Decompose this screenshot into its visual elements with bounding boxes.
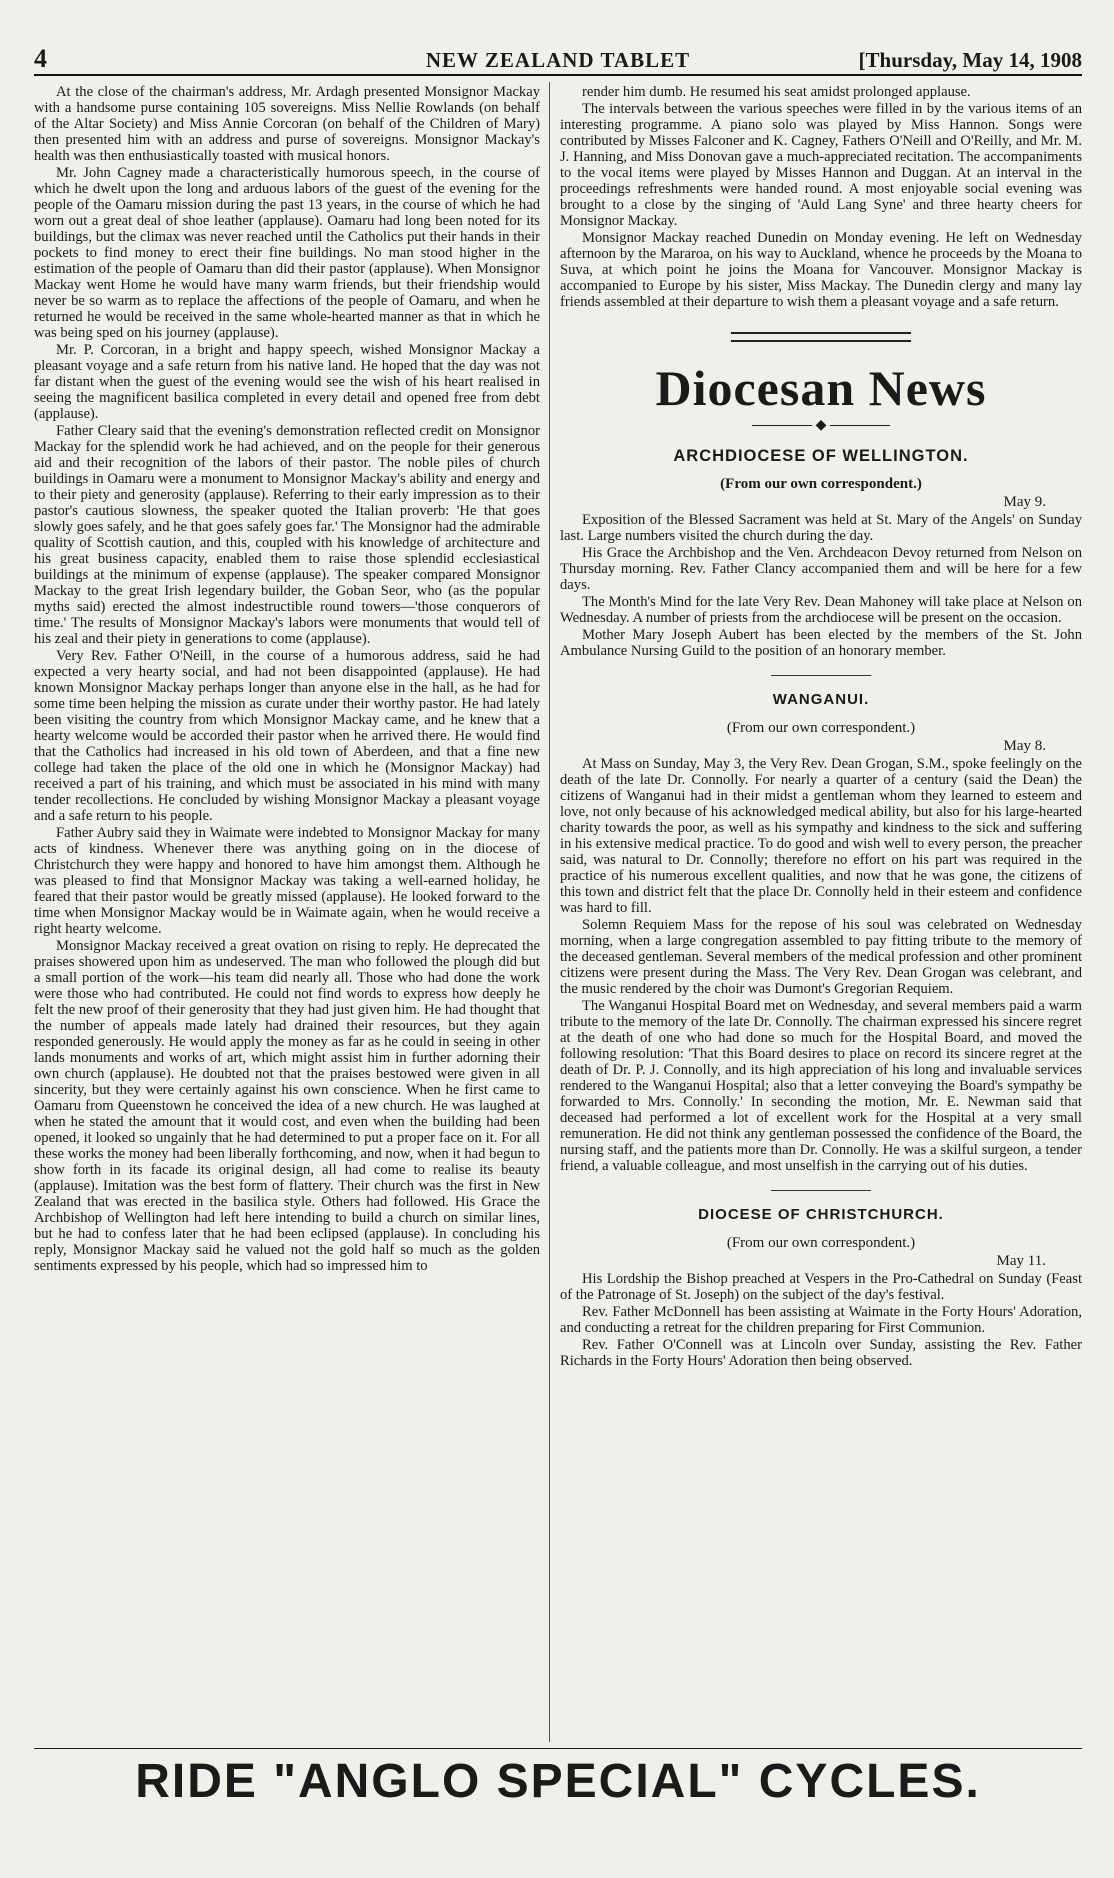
diocesan-news-masthead: Diocesan News <box>655 360 987 416</box>
article-paragraph: The intervals between the various speeches were filled in by the various items of an interesting programme. A piano solo was played by Miss Hannon. Songs were contributed by Misses Falconer and K. Cagney, Fathers O'Neill and O'Reilly, and Mr. M. J. Hanning, and Miss Donovan gave a much-appreciated recitation. The accompaniments to the vocal items were played by Misses Hannon and Duggan. At an interval in the proceedings refreshments were handed round. A most enjoyable social evening was brought to a close by the singing of 'Auld Lang Syne' and three hearty cheers for Monsignor Mackay. <box>560 101 1082 229</box>
article-paragraph: His Grace the Archbishop and the Ven. Archdeacon Devoy returned from Nelson on Thursday morning. Rev. Father Clancy accompanied them and will be here for a few days. <box>560 545 1082 593</box>
article-paragraph: Exposition of the Blessed Sacrament was held at St. Mary of the Angels' on Sunday last. Large numbers visited the church during the day. <box>560 512 1082 544</box>
section-diocese-christchurch <box>560 1207 1082 1369</box>
section-heading: ARCHDIOCESE OF WELLINGTON. <box>673 447 969 465</box>
section-wanganui <box>560 692 1082 1174</box>
right-column <box>560 84 1082 1744</box>
article-paragraph: Mr. John Cagney made a characteristically humorous speech, in the course of which he dwelt upon the long and arduous labors of the guest of the evening for the people of the Oamaru mission during the past 13 years, in the course of which he had worn out a great deal of shoe leather (applause). Oamaru had long been noted for its buildings, but the climax was never reached until the Catholics put their hands in their pockets to find money to erect their fine buildings. No man stood higher in the estimation of the people of Oamaru than did their pastor (applause). When Monsignor Mackay went Home he would have many warm friends, but their friendship would never be so warm as to replace the affections of the people of Oamaru, and when he returned he would be received in the same whole-hearted manner as that in which he was being sped on his journey (applause). <box>34 165 540 341</box>
correspondent-line: (From our own correspondent.) <box>720 476 922 492</box>
page-header <box>34 38 1082 76</box>
dateline: May 9. <box>1003 494 1046 510</box>
article-paragraph: Mother Mary Joseph Aubert has been elected by the members of the St. John Ambulance Nursing Guild to the position of an honorary member. <box>560 627 1082 659</box>
issue-date: [Thursday, May 14, 1908 <box>858 48 1082 72</box>
publication-title: NEW ZEALAND TABLET <box>425 48 691 72</box>
article-paragraph: Rev. Father McDonnell has been assisting at Waimate in the Forty Hours' Adoration, and conducting a retreat for the children preparing for First Communion. <box>560 1304 1082 1336</box>
footer-rule <box>34 1748 1082 1749</box>
section-heading: DIOCESE OF CHRISTCHURCH. <box>698 1206 944 1223</box>
dateline: May 11. <box>996 1253 1046 1269</box>
article-paragraph: At Mass on Sunday, May 3, the Very Rev. Dean Grogan, S.M., spoke feelingly on the death of the late Dr. Connolly. For nearly a quarter of a century (said the Dean) the citizens of Wanganui had in their midst a gentleman whom they learned to esteem and love, not only because of his acknowledged medical ability, but also for his large-hearted charity towards the poor, as well as his sympathy and kindness to the sick and suffering in his extensive medical practice. To do good and wish well to every person, the preacher said, was natural to Dr. Connolly; therefore no effort on his part was required in the practice of his numerous excellent qualities, and now that he was gone, the citizens of this town and district felt that the place Dr. Connolly held in their esteem and confidence was hard to fill. <box>560 756 1082 916</box>
ornament-rule-right <box>830 425 890 426</box>
article-paragraph: Monsignor Mackay received a great ovation on rising to reply. He deprecated the praises showered upon him as undeserved. The man who followed the plough did but a small portion of the work—his team did nearly all. Those who had done the work were those who had contributed. He could not find words to express how deeply he felt the new proof of their generosity that they had just given him. He had thought that the number of appeals made lately had drained their resources, but they again responded generously. He would apply the money as far as he could in seeing in other lands monuments and works of art, which might assist him in further adorning their own church (applause). He doubted not that the praises bestowed were given in all sincerity, but they were certainly against his own conscience. When he first came to Oamaru from Queenstown he conceived the idea of a new church. He was laughed at when he stated the amount that it would cost, and even when the building had been opened, it looked so ungainly that he had determined to put a proper face on it. For all these works the money had been liberally forthcoming, and now, when it had begun to show forth in its facade its original design, all had come to realise its beauty (applause). Imitation was the best form of flattery. Their church was the first in New Zealand that was erected in the basilica style. Others had followed. His Grace the Archbishop of Wellington had left here intending to build a church on similar lines, but he had to confess later that he had been eclipsed (applause). In concluding his reply, Monsignor Mackay said he valued not the gold half so much as the golden sentiments expressed by his people, which had so impressed him to <box>34 938 540 1274</box>
article-paragraph: Father Cleary said that the evening's demonstration reflected credit on Monsignor Mackay for the splendid work he had achieved, and on the people for their generous aid and their recognition of the labors of their pastor. The noble piles of church buildings in Oamaru were a monument to Monsignor Mackay's ability and energy and to their piety and generosity (applause). Referring to their early impression as to their pastor's cautious slowness, the speaker quoted the Italian proverb: 'He that goes slowly goes safely, and he that goes safely goes far.' The Monsignor had the admirable quality of Scottish caution, and this, coupled with his knowledge of architecture and his great business capacity, enabled them to raise those splendid ecclesiastical buildings at the minimum of expense (applause). The speaker compared Monsignor Mackay to the great Irish legendary builder, the Goban Seor, who (as the popular myths said) erected the almost indestructible round towers—'those conquerors of time.' The results of Monsignor Mackay's labors were monuments that would tell of his zeal and their piety in generations to come (applause). <box>34 423 540 647</box>
article-paragraph: At the close of the chairman's address, Mr. Ardagh presented Monsignor Mackay with a handsome purse containing 105 sovereigns. Miss Nellie Rowlands (on behalf of the Altar Society) and Miss Annie Corcoran (on behalf of the Children of Mary) then presented him with an address and purse of sovereigns. Monsignor Mackay's health was then enthusiastically toasted with musical honors. <box>34 84 540 164</box>
section-rule <box>771 675 871 676</box>
dateline: May 8. <box>1003 738 1046 754</box>
article-paragraph: Solemn Requiem Mass for the repose of his soul was celebrated on Wednesday morning, when a large congregation assembled to pay fitting tribute to the memory of the deceased gentleman. Several members of the medical profession and other prominent citizens were present during the Mass. The Very Rev. Dean Grogan was celebrant, and the music rendered by the choir was Dumont's Gregorian Requiem. <box>560 917 1082 997</box>
article-paragraph: Father Aubry said they in Waimate were indebted to Monsignor Mackay for many acts of kindness. Whenever there was anything going on in the diocese of Christchurch they were happy and honored to have him amongst them. Although he was pleased to find that Monsignor Mackay was taking a well-earned holiday, he feared that their pastor would be greatly missed (applause). He looked forward to the time when Monsignor Mackay would be in Waimate again, when he would receive a right hearty welcome. <box>34 825 540 937</box>
ornament-divider <box>560 418 1082 434</box>
correspondent-line: (From our own correspondent.) <box>726 720 916 736</box>
left-column <box>34 84 540 1744</box>
section-archdiocese-wellington <box>560 448 1082 659</box>
article-paragraph: Rev. Father O'Connell was at Lincoln over Sunday, assisting the Rev. Father Richards in the Forty Hours' Adoration then being observed. <box>560 1337 1082 1369</box>
article-paragraph: His Lordship the Bishop preached at Vespers in the Pro-Cathedral on Sunday (Feast of the Patronage of St. Joseph) on the subject of the day's festival. <box>560 1271 1082 1303</box>
article-paragraph: The Wanganui Hospital Board met on Wednesday, and several members paid a warm tribute to the memory of the late Dr. Connolly. The chairman expressed his sincere regret at the death of one who had done so much for the Hospital Board, and moved the following resolution: 'That this Board desires to place on record its sincere regret at the death of Dr. P. J. Connolly, and its high appreciation of his long and invaluable services rendered to the Wanganui Hospital; also that a letter conveying the Board's sympathy be forwarded to Mrs. Connolly.' In seconding the motion, Mr. E. Newman said that deceased had performed a lot of excellent work for the Hospital at a very small remuneration. He did not think any gentleman possessed the confidence of the Board, the nursing staff, and the patients more than Dr. Connolly. He was a skilful surgeon, a tender friend, a valuable colleague, and most unselfish in the carrying out of his duties. <box>560 998 1082 1174</box>
column-divider <box>549 82 550 1742</box>
article-paragraph: Very Rev. Father O'Neill, in the course of a humorous address, said he had expected a very hearty social, and had not been disappointed (applause). He had known Monsignor Mackay perhaps longer than anyone else in the hall, as he had for some time been helping the mission as curate under their worthy pastor. He had lately been visiting the country from which Monsignor Mackay came, and he knew that a hearty welcome would be accorded their pastor when he arrived there. He would find that the Catholics had increased in his old town of Aberdeen, and that a fine new college had taken the place of the old one in which he (Monsignor Mackay) had received a part of his training, and which must be associated in his mind with many tender recollections. He concluded by wishing Monsignor Mackay a pleasant voyage and a safe return to his people. <box>34 648 540 824</box>
ornament-rule-left <box>752 425 812 426</box>
article-paragraph: Monsignor Mackay reached Dunedin on Monday evening. He left on Wednesday afternoon by the Mararoa, on his way to Auckland, whence he proceeds by the Moana to Suva, at which point he joins the Moana for Vancouver. Monsignor Mackay is accompanied to Europe by his sister, Miss Mackay. The Dunedin clergy and many lay friends assembled at their departure to wish them a pleasant voyage and a safe return. <box>560 230 1082 310</box>
section-heading: WANGANUI. <box>772 691 870 708</box>
page-number: 4 <box>34 44 47 73</box>
article-paragraph: render him dumb. He resumed his seat amidst prolonged applause. <box>582 84 971 100</box>
article-paragraph: The Month's Mind for the late Very Rev. Dean Mahoney will take place at Nelson on Wednesday. A number of priests from the archdiocese will be present on the occasion. <box>560 594 1082 626</box>
cycles-advertisement: RIDE "ANGLO SPECIAL" CYCLES. <box>135 1755 981 1808</box>
diamond-icon: ◆ <box>815 418 827 433</box>
correspondent-line: (From our own correspondent.) <box>726 1235 916 1251</box>
section-rule <box>771 1190 871 1191</box>
section-double-rule <box>731 332 911 342</box>
article-paragraph: Mr. P. Corcoran, in a bright and happy speech, wished Monsignor Mackay a pleasant voyage and a safe return from his native land. He hoped that the day was not far distant when the guest of the evening would see the wish of his heart realised in seeing the magnificent basilica completed in every detail and opened free from debt (applause). <box>34 342 540 422</box>
